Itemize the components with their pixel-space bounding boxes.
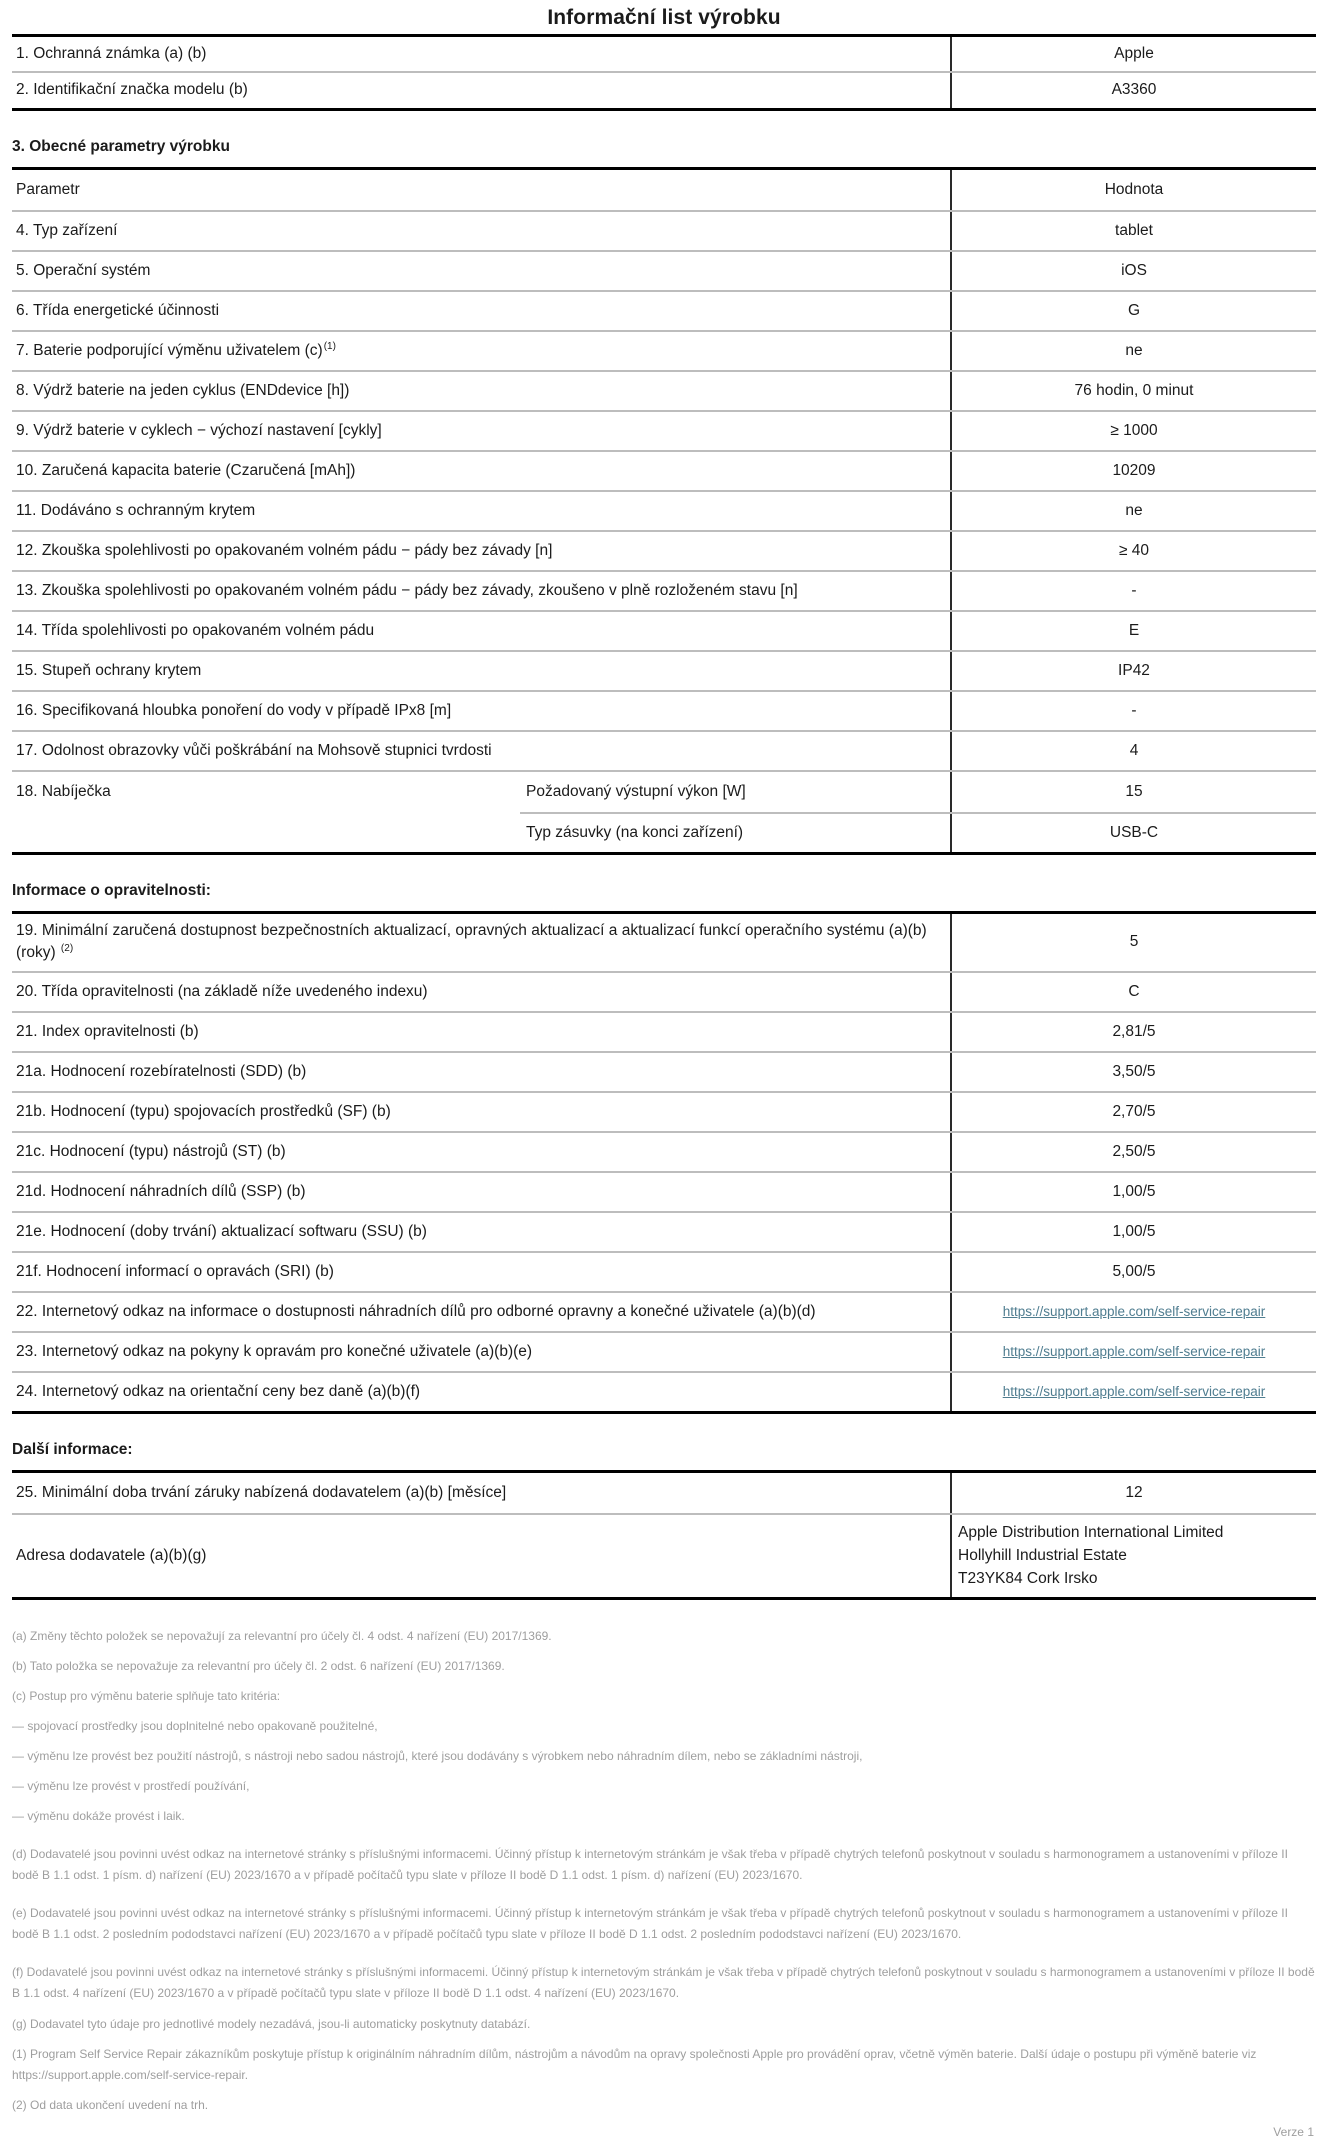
row-label: Typ zásuvky (na konci zařízení) [526,823,744,841]
row-value: IP42 [950,652,1316,690]
table-row [12,1171,1316,1211]
row-label: 17. Odolnost obrazovky vůči poškrábání na Mohsově stupnici tvrdosti [16,741,492,759]
table-row [12,530,1316,570]
row-value: 10209 [950,452,1316,490]
row-value [950,1333,1316,1371]
table-row [12,730,1316,770]
footnote-ref-2: (2) [60,943,74,955]
row-label: 21. Index opravitelnosti (b) [16,1022,199,1040]
supplier-address-line: Apple Distribution International Limited [958,1523,1224,1541]
row-label: 13. Zkouška spolehlivosti po opakovaném volném pádu − pády bez závady, zkoušeno v plně rozloženém stavu [n] [16,581,798,599]
row-label: 21a. Hodnocení rozebíratelnosti (SDD) (b) [16,1062,307,1080]
section-heading-general-parameters: 3. Obecné parametry výrobku [12,137,230,155]
row-label [12,914,950,971]
row-value: 76 hodin, 0 minut [950,372,1316,410]
table-row [12,1211,1316,1251]
row-label: 21e. Hodnocení (doby trvání) aktualizací softwaru (SSU) (b) [16,1222,427,1240]
footnote-c-criterion: — výměnu lze provést bez použití nástrojů, s nástroji nebo sadou nástrojů, které jsou dodávány s výrobkem nebo náhradním dílem, nebo se základními nástroji, [12,1748,863,1763]
footnote-e: (e) Dodavatelé jsou povinni uvést odkaz na internetové stránky s příslušnými informacemi. Účinný přístup k internetovým stránkám je však třeba v případě chytrých telefonů poskytnout v souladu s harmonogramem a ustanoveními v příloze II bodě B 1.1 odst. 2 posledním pododstavci nařízení (EU) 2023/1670 a v případě počítačů typu slate v příloze II bodě D 1.1 odst. 2 posledním pododstavci nařízení (EU) 2023/1670. [12,1905,1288,1941]
table-row [12,490,1316,530]
table-row [12,290,1316,330]
product-information-sheet [0,6,1328,2149]
version-label: Verze 1 [1273,2124,1314,2139]
row-label: 21f. Hodnocení informací o opravách (SRI) (b) [16,1262,334,1280]
row-label: 20. Třída opravitelnosti (na základě níže uvedeného indexu) [16,982,428,1000]
column-header-parameter: Parametr [16,180,80,198]
row-label: 25. Minimální doba trvání záruky nabízená dodavatelem (a)(b) [měsíce] [16,1483,507,1501]
column-header-value: Hodnota [950,170,1316,210]
indicative-prices-link[interactable]: https://support.apple.com/self-service-repair [1002,1384,1266,1400]
row-value: 1,00/5 [950,1213,1316,1251]
table-row [520,812,1316,852]
row-value: ne [950,492,1316,530]
footnote-c-criterion: — výměnu dokáže provést i laik. [12,1808,185,1823]
row-value: A3360 [950,73,1316,107]
spare-parts-link[interactable]: https://support.apple.com/self-service-repair [1002,1304,1266,1320]
table-row [12,37,1316,71]
footnote-2: (2) Od data ukončení uvedení na trh. [12,2097,209,2112]
table-row [12,650,1316,690]
row-label: Požadovaný výstupní výkon [W] [526,782,746,800]
table-row [12,410,1316,450]
footnote-g: (g) Dodavatel tyto údaje pro jednotlivé modely nezadává, jsou-li automaticky poskytnuty databází. [12,2016,531,2031]
row-label: 21d. Hodnocení náhradních dílů (SSP) (b) [16,1182,306,1200]
footnotes-section [12,1626,1316,2139]
charger-subtable [520,772,1316,852]
supplier-address-row [12,1513,1316,1597]
row-value: Apple [950,37,1316,71]
table-row [12,1291,1316,1331]
row-value: ≥ 40 [950,532,1316,570]
table-row [12,450,1316,490]
row-label: 14. Třída spolehlivosti po opakovaném volném pádu [16,621,375,639]
supplier-address-line: Hollyhill Industrial Estate [958,1547,1127,1565]
table-row [12,1473,1316,1513]
table-row [12,914,1316,971]
charger-row [12,770,1316,852]
footnote-d: (d) Dodavatelé jsou povinni uvést odkaz na internetové stránky s příslušnými informacemi. Účinný přístup k internetovým stránkám je však třeba v případě chytrých telefonů poskytnout v souladu s harmonogramem a ustanoveními v příloze II bodě B 1.1 odst. 1 písm. d) nařízení (EU) 2023/1670 a v případě počítačů typu slate v příloze II bodě D 1.1 odst. 1 písm. d) nařízení (EU) 2023/1670. [12,1846,1288,1882]
footnote-ref-1: (1) [323,340,336,352]
row-label [12,332,950,370]
repair-instructions-link[interactable]: https://support.apple.com/self-service-repair [1002,1344,1266,1360]
row-label: 24. Internetový odkaz na orientační ceny bez daně (a)(b)(f) [16,1382,421,1400]
row-value: G [950,292,1316,330]
page-title: Informační list výrobku [547,6,781,29]
row-value: 12 [950,1473,1316,1513]
row-value [950,1373,1316,1411]
row-label: 12. Zkouška spolehlivosti po opakovaném volném pádu − pády bez závady [n] [16,541,553,559]
row-value: 2,70/5 [950,1093,1316,1131]
supplier-address-line: T23YK84 Cork Irsko [958,1570,1098,1588]
section-heading-repairability: Informace o opravitelnosti: [12,881,211,899]
row-label: 9. Výdrž baterie v cyklech − výchozí nastavení [cykly] [16,421,382,439]
footnote-a: (a) Změny těchto položek se nepovažují za relevantní pro účely čl. 4 odst. 4 nařízení (EU) 2017/1369. [12,1628,552,1643]
table-row [12,570,1316,610]
row-value: 15 [950,772,1316,812]
table-row [12,1331,1316,1371]
row-value: 4 [950,732,1316,770]
row-label-text: 19. Minimální zaručená dostupnost bezpečnostních aktualizací, opravných aktualizací a aktualizací funkcí operačního systému (a)(b)(roky) [16,921,927,962]
row-label: 8. Výdrž baterie na jeden cyklus (ENDdevice [h]) [16,381,350,399]
row-label: 22. Internetový odkaz na informace o dostupnosti náhradních dílů pro odborné opravny a konečné uživatele (a)(b)(d) [16,1302,816,1320]
row-value: 2,81/5 [950,1013,1316,1051]
row-label: 15. Stupeň ochrany krytem [16,661,202,679]
row-label: 21c. Hodnocení (typu) nástrojů (ST) (b) [16,1142,286,1160]
row-value: E [950,612,1316,650]
row-value: 1,00/5 [950,1173,1316,1211]
repairability-table [12,911,1316,1414]
table-row [12,1371,1316,1411]
table-row [12,210,1316,250]
row-label: 6. Třída energetické účinnosti [16,301,220,319]
row-label: 11. Dodáváno s ochranným krytem [16,501,256,519]
table-row [12,330,1316,370]
table-row [12,370,1316,410]
table-row [12,1131,1316,1171]
row-label-text: 7. Baterie podporující výměnu uživatelem (c) [16,341,323,359]
row-value: 5,00/5 [950,1253,1316,1291]
row-value: ne [950,332,1316,370]
row-label: 16. Specifikovaná hloubka ponoření do vody v případě IPx8 [m] [16,701,452,719]
row-label: 4. Typ zařízení [16,221,118,239]
row-value: iOS [950,252,1316,290]
supplier-address [950,1515,1316,1597]
row-value: tablet [950,212,1316,250]
table-row [12,250,1316,290]
row-value: 5 [950,914,1316,971]
row-value [950,1293,1316,1331]
row-label: 2. Identifikační značka modelu (b) [16,81,248,99]
row-label: 23. Internetový odkaz na pokyny k opravám pro konečné uživatele (a)(b)(e) [16,1342,533,1360]
row-label: 1. Ochranná známka (a) (b) [16,45,207,62]
footnote-f: (f) Dodavatelé jsou povinni uvést odkaz na internetové stránky s příslušnými informacemi. Účinný přístup k internetovým stránkám je však třeba v případě chytrých telefonů poskytnout v souladu s harmonogramem a ustanoveními v příloze II bodě B 1.1 odst. 4 nařízení (EU) 2023/1670 a v případě počítačů typu slate v příloze II bodě D 1.1 odst. 4 nařízení (EU) 2023/1670. [12,1964,1315,2000]
row-value: - [950,692,1316,730]
row-value: USB-C [950,814,1316,852]
row-label: 10. Zaručená kapacita baterie (Czaručená [mAh]) [16,461,356,479]
table-header-row [12,170,1316,210]
identification-table [12,34,1316,111]
table-row [12,71,1316,107]
section-heading-additional-info: Další informace: [12,1440,133,1458]
row-label: 5. Operační systém [16,261,151,279]
table-row [12,610,1316,650]
additional-info-table [12,1470,1316,1600]
table-row [520,772,1316,812]
table-row [12,1091,1316,1131]
table-row [12,971,1316,1011]
row-label: 18. Nabíječka [16,782,111,800]
row-label: Adresa dodavatele (a)(b)(g) [16,1546,207,1564]
table-row [12,690,1316,730]
row-value: C [950,973,1316,1011]
table-row [12,1051,1316,1091]
row-value: ≥ 1000 [950,412,1316,450]
general-parameters-table [12,167,1316,855]
row-label: 21b. Hodnocení (typu) spojovacích prostředků (SF) (b) [16,1102,391,1120]
table-row [12,1011,1316,1051]
row-value: 3,50/5 [950,1053,1316,1091]
footnote-c-criterion: — výměnu lze provést v prostředí používání, [12,1778,250,1793]
footnote-1: (1) Program Self Service Repair zákazníkům poskytuje přístup k originálním náhradním dílům, nástrojům a návodům na opravy společnosti Apple pro provádění oprav, včetně výměn baterie. Další údaje o postupu při výměně baterie viz https://support.apple.com/self-service-repair. [12,2046,1257,2082]
row-value: - [950,572,1316,610]
footnote-c: (c) Postup pro výměnu baterie splňuje tato kritéria: [12,1688,281,1703]
footnote-c-criterion: — spojovací prostředky jsou doplnitelné nebo opakovaně použitelné, [12,1718,378,1733]
footnote-b: (b) Tato položka se nepovažuje za relevantní pro účely čl. 2 odst. 6 nařízení (EU) 2017/1369. [12,1658,505,1673]
table-row [12,1251,1316,1291]
row-value: 2,50/5 [950,1133,1316,1171]
